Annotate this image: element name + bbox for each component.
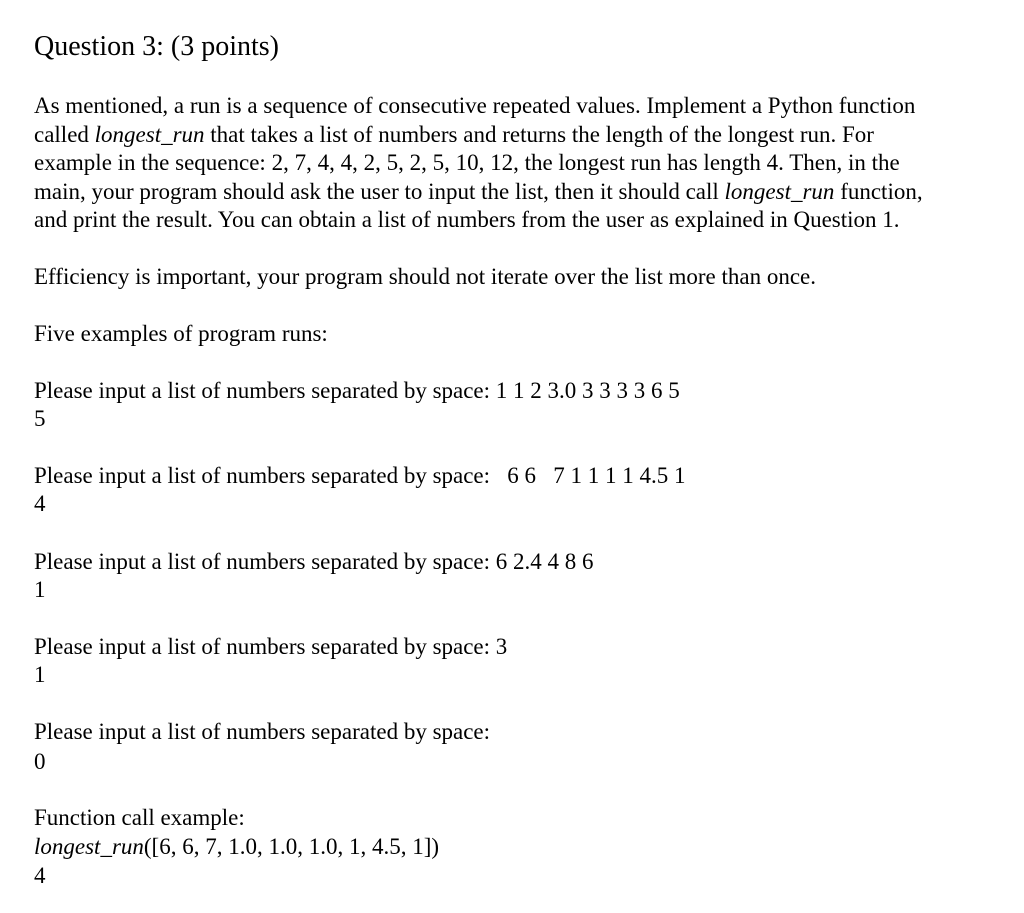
run-2-output: 4 [34,491,46,516]
description-text: called [34,121,95,147]
run-5-prompt [34,718,490,746]
prompt-text: Please input a list of numbers separated by space: [34,378,496,403]
description-line-3: example in the sequence: 2, 7, 4, 4, 2, 5, 2, 5, 10, 12, the longest run has length 4. Then, in the [34,150,900,176]
question-title: Question 3: (3 points) [34,31,279,62]
user-input: 3 [495,634,508,659]
prompt-text: Please input a list of numbers separated by space: [34,463,496,488]
description-line-5: and print the result. You can obtain a list of numbers from the user as explained in Question 1. [34,207,900,233]
function-name: longest_run [724,178,835,204]
description-text: main, your program should ask the user to input the list, then it should call [34,178,725,204]
question-description [34,92,994,235]
run-1-output: 5 [34,406,46,431]
run-2-prompt [34,462,686,490]
run-3-output: 1 [34,577,46,602]
examples-heading: Five examples of program runs: [34,321,328,346]
prompt-text: Please input a list of numbers separated by space: [34,634,496,659]
run-5-output: 0 [34,749,46,774]
user-input: 1 1 2 3.0 3 3 3 3 6 5 [495,378,680,403]
function-name: longest_run [34,834,144,859]
description-text: that takes a list of numbers and returns the length of the longest run. For [204,121,874,147]
function-name: longest_run [94,121,205,147]
function-args: ([6, 6, 7, 1.0, 1.0, 1.0, 1, 4.5, 1]) [143,834,440,859]
user-input: 6 6 7 1 1 1 1 4.5 1 [495,463,686,488]
description-text: function, [834,178,923,204]
function-call-example [34,833,439,861]
run-3-prompt [34,548,594,576]
prompt-text: Please input a list of numbers separated by space: [34,719,491,744]
run-1-prompt [34,377,680,405]
description-line-2 [34,121,994,150]
efficiency-note: Efficiency is important, your program should not iterate over the list more than once. [34,264,816,289]
run-4-output: 1 [34,662,46,687]
description-line-1: As mentioned, a run is a sequence of consecutive repeated values. Implement a Python function [34,93,916,118]
function-call-result: 4 [34,863,46,888]
function-call-heading: Function call example: [34,805,245,830]
description-line-4 [34,178,994,207]
user-input: 6 2.4 4 8 6 [495,549,594,574]
prompt-text: Please input a list of numbers separated by space: [34,549,496,574]
run-4-prompt [34,633,507,661]
